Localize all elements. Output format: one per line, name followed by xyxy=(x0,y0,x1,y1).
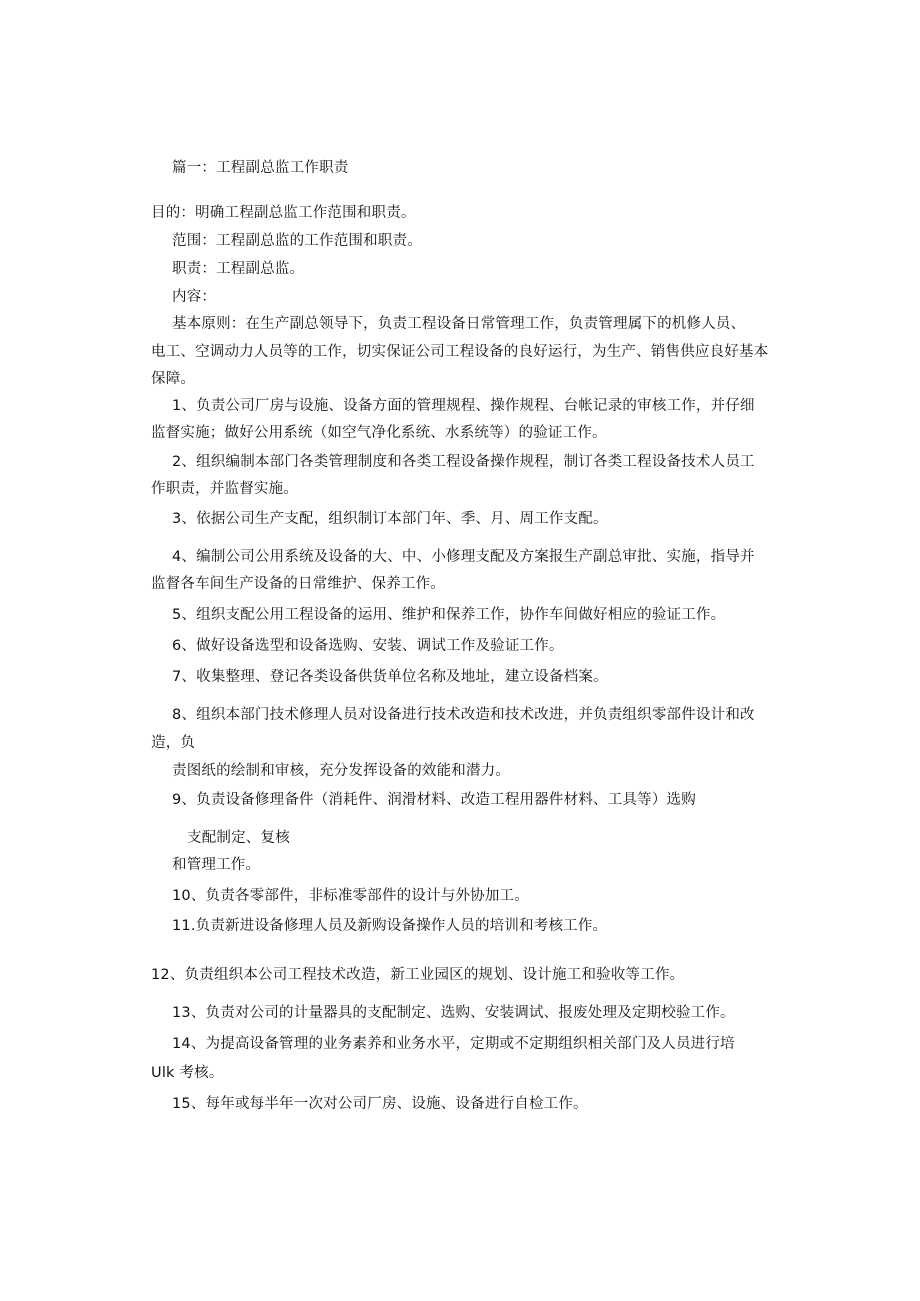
item-1-line: 1、负责公司厂房与设施、设备方面的管理规程、操作规程、台帐记录的审核工作，并仔细 xyxy=(172,398,755,414)
item-3: 3、依据公司生产支配，组织制订本部门年、季、月、周工作支配。 xyxy=(172,511,608,527)
item-7: 7、收集整理、登记各类设备供货单位名称及地址，建立设备档案。 xyxy=(172,669,608,685)
item-2-line: 2、组织编制本部门各类管理制度和各类工程设备操作规程，制订各类工程设备技术人员工 xyxy=(172,454,755,470)
item-6: 6、做好设备选型和设备选购、安装、调试工作及验证工作。 xyxy=(172,638,564,654)
item-9-line: 9、负责设备修理备件（消耗件、润滑材料、改造工程用器件材料、工具等）选购 xyxy=(172,792,696,808)
item-8-line: 8、组织本部门技术修理人员对设备进行技术改造和技术改进，并负责组织零部件设计和改 xyxy=(172,707,755,723)
item-15: 15、每年或每半年一次对公司厂房、设施、设备进行自检工作。 xyxy=(172,1096,588,1112)
item-8-line: 责图纸的绘制和审核，充分发挥设备的效能和潜力。 xyxy=(172,763,511,779)
item-9-line: 支配制定、复核 xyxy=(187,830,290,846)
principle-line: 电工、空调动力人员等的工作，切实保证公司工程设备的良好运行，为生产、销售供应良好基本 xyxy=(151,344,769,360)
item-12: 12、负责组织本公司工程技术改造，新工业园区的规划、设计施工和验收等工作。 xyxy=(151,967,685,983)
scope-paragraph: 范围：工程副总监的工作范围和职责。 xyxy=(172,233,422,249)
item-4-line: 4、编制公司公用系统及设备的大、中、小修理支配及方案报生产副总审批、实施，指导并 xyxy=(172,549,755,565)
item-14-line: Ulk 考核。 xyxy=(151,1065,224,1081)
content-label: 内容： xyxy=(172,289,217,305)
item-2-line: 作职责，并监督实施。 xyxy=(151,481,298,497)
item-1-line: 监督实施；做好公用系统（如空气净化系统、水系统等）的验证工作。 xyxy=(151,425,607,441)
item-13: 13、负责对公司的计量器具的支配制定、选购、安装调试、报废处理及定期校验工作。 xyxy=(172,1005,735,1021)
principle-line: 基本原则：在生产副总领导下，负责工程设备日常管理工作，负责管理属下的机修人员、 xyxy=(172,316,746,332)
item-11: 11.负责新进设备修理人员及新购设备操作人员的培训和考核工作。 xyxy=(172,918,608,934)
principle-line: 保障。 xyxy=(151,371,196,387)
purpose-paragraph: 目的：明确工程副总监工作范围和职责。 xyxy=(151,205,416,221)
item-5: 5、组织支配公用工程设备的运用、维护和保养工作，协作车间做好相应的验证工作。 xyxy=(172,607,726,623)
duty-paragraph: 职责：工程副总监。 xyxy=(172,261,305,277)
item-10: 10、负责各零部件，非标准零部件的设计与外协加工。 xyxy=(172,888,529,904)
item-8-line: 造，负 xyxy=(151,735,196,751)
item-4-line: 监督各车间生产设备的日常维护、保养工作。 xyxy=(151,576,445,592)
item-9-line: 和管理工作。 xyxy=(172,857,261,873)
document-title: 篇一：工程副总监工作职责 xyxy=(172,160,349,176)
item-14-line: 14、为提高设备管理的业务素养和业务水平，定期或不定期组织相关部门及人员进行培 xyxy=(172,1036,735,1052)
